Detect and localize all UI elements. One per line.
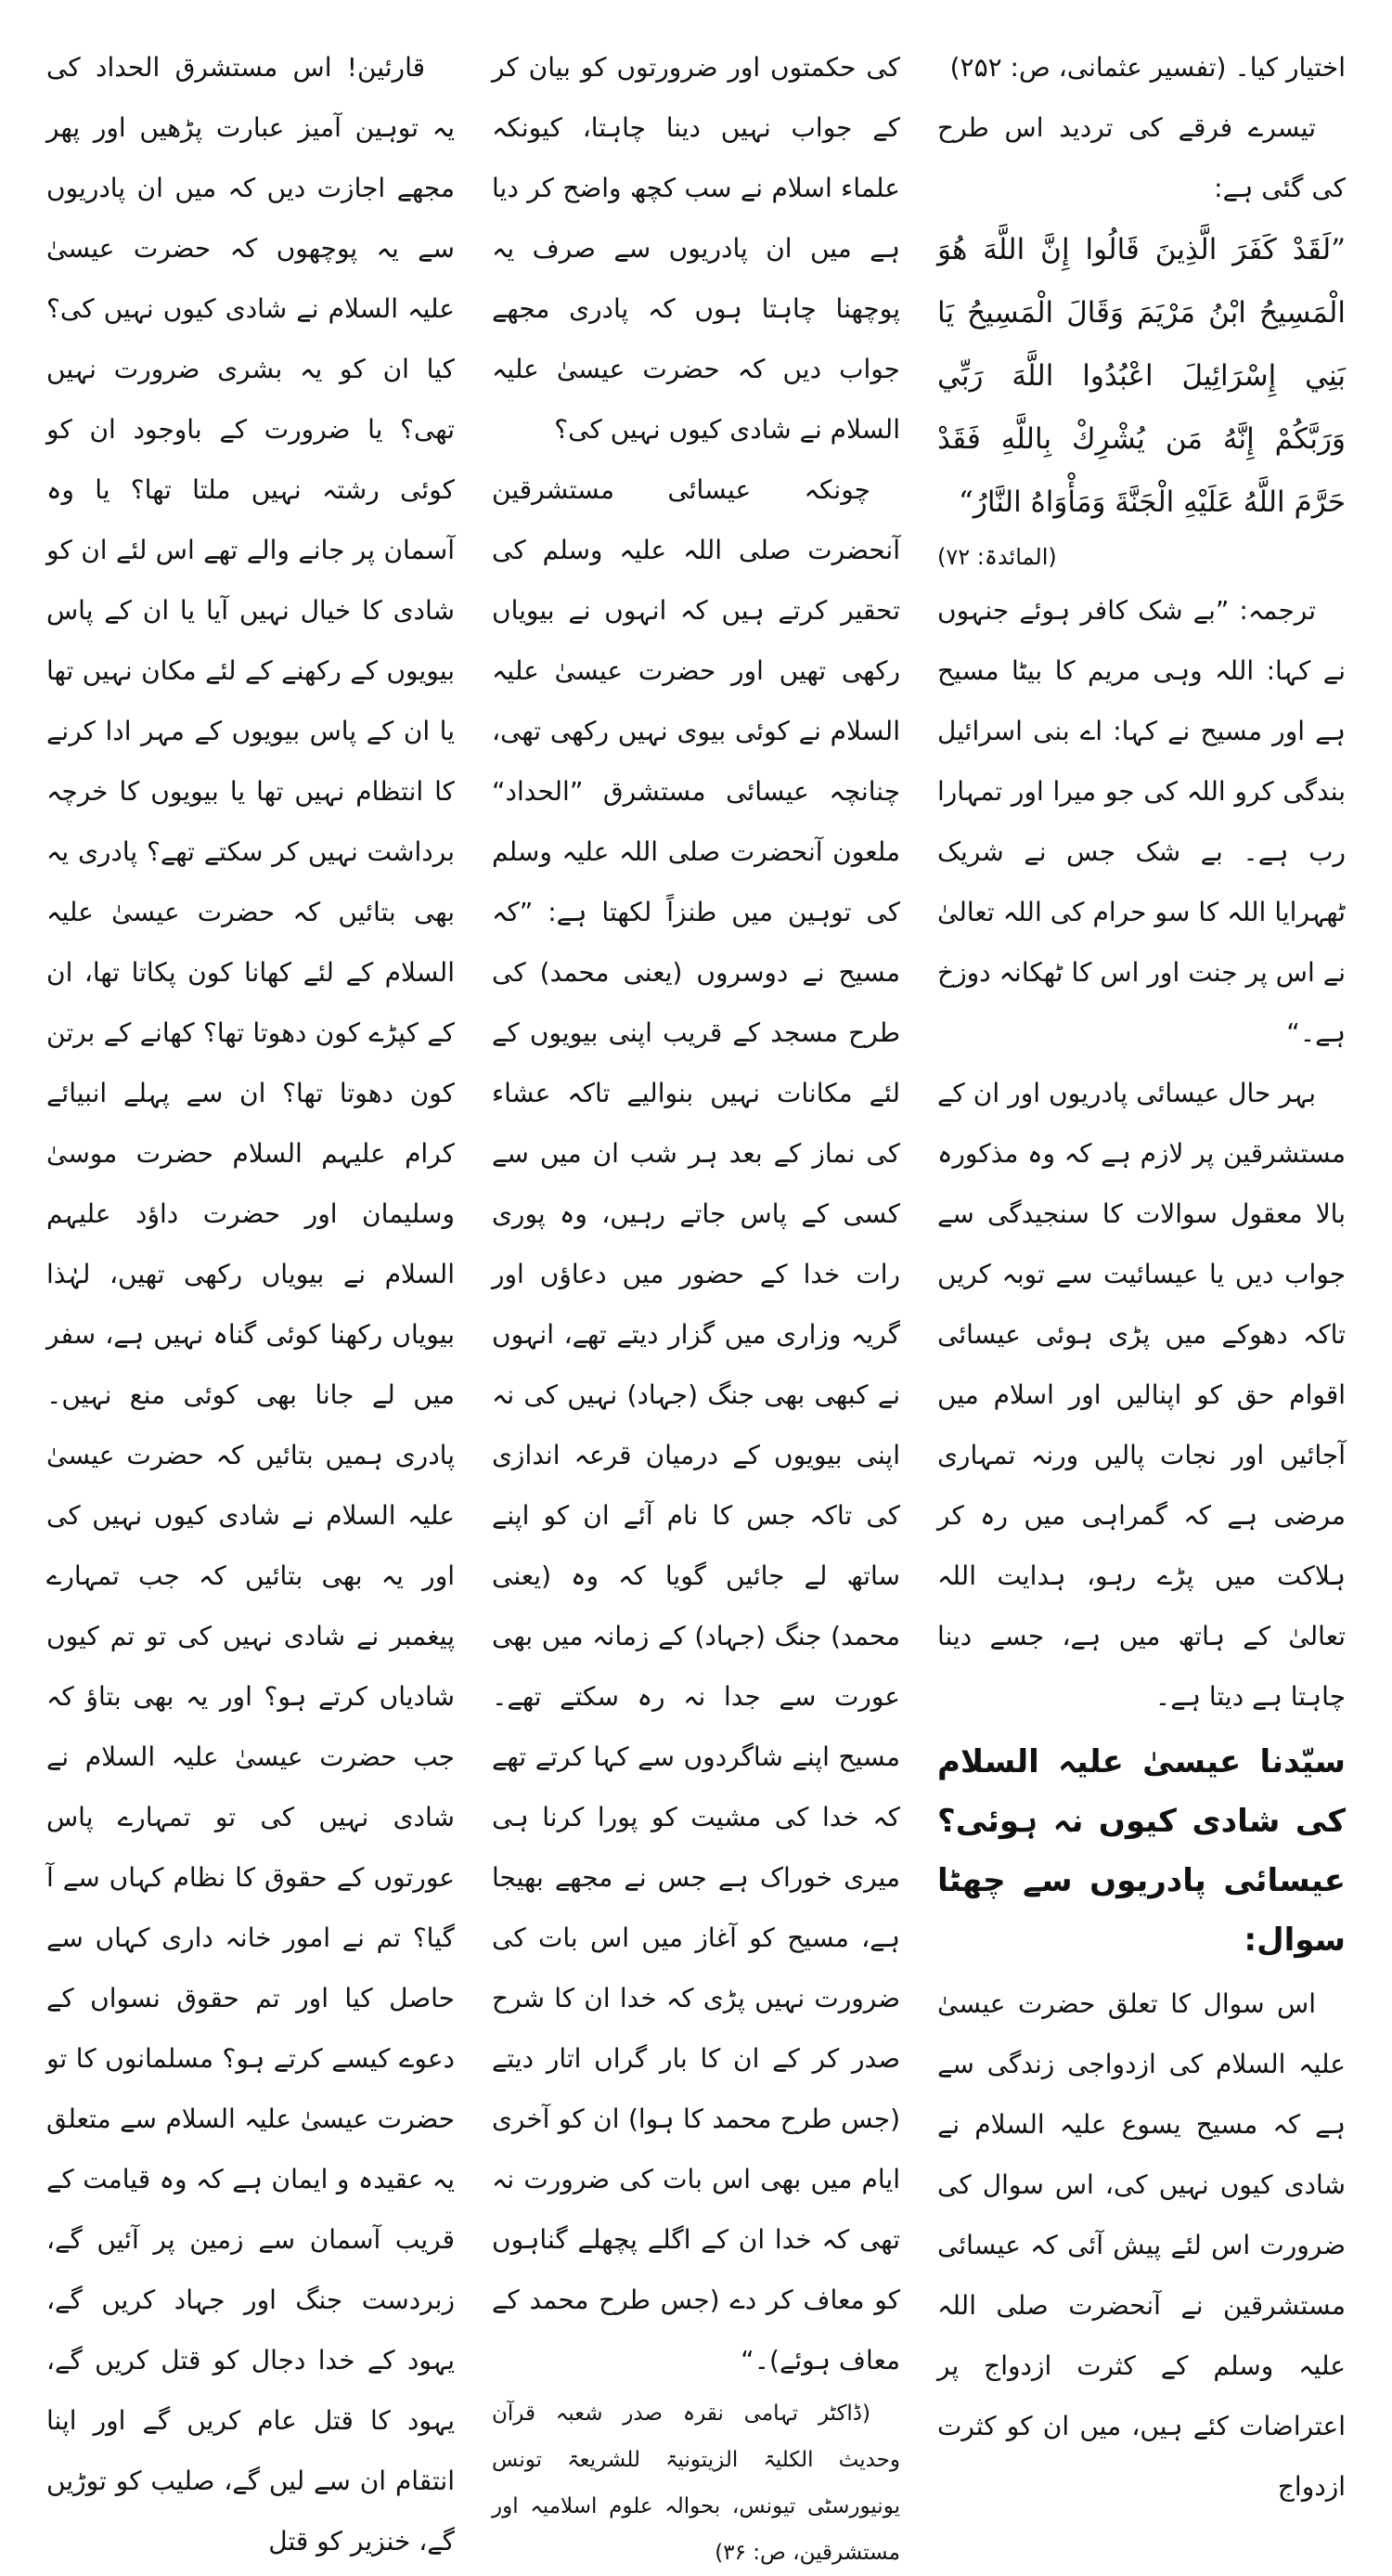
translation: ترجمہ: ”بے شک کافر ہوئے جنہوں نے کہا: اللہ وہی مریم کا بیٹا مسیح ہے اور مسیح نے کہا: اے بنی اسرائیل بندگی کرو اللہ کی جو میرا اور تمہارا رب ہے۔ بے شک جس نے شریک ٹھہرایا اللہ کا سو حرام کی اللہ تعالیٰ نے اس پر جنت اور اس کا ٹھکانہ دوزخ ہے۔“ (937, 595, 1346, 1048)
paragraph: کی حکمتوں اور ضرورتوں کو بیان کر کے جواب نہیں دینا چاہتا، کیونکہ علماء اسلام نے سب کچھ واضح کر دیا ہے میں ان پادریوں سے صرف یہ پوچھنا چاہتا ہوں کہ پادری مجھے جواب دیں کہ حضرت عیسیٰ علیہ السلام نے شادی کیوں نہیں کی؟ (492, 52, 900, 445)
paragraph: قارئین! اس مستشرق الحداد کی یہ توہین آمیز عبارت پڑھیں اور پھر مجھے اجازت دیں کہ میں ان پادریوں سے یہ پوچھوں کہ حضرت عیسیٰ علیہ السلام نے شادی کیوں نہیں کی؟ کیا ان کو یہ بشری ضرورت نہیں تھی؟ یا ضرورت کے باوجود ان کو کوئی رشتہ نہیں ملتا تھا؟ یا وہ آسمان پر جانے والے تھے اس لئے ان کو شادی کا خیال نہیں آیا یا ان کے پاس بیویوں کے رکھنے کے لئے مکان نہیں تھا یا ان کے پاس بیویوں کے مہر ادا کرنے کا انتظام نہیں تھا یا بیویوں کا خرچہ برداشت نہیں کر سکتے تھے؟ پادری یہ بھی بتائیں کہ حضرت عیسیٰ علیہ السلام کے لئے کھانا کون پکاتا تھا، ان کے کپڑے کون دھوتا تھا؟ کھانے کے برتن کون دھوتا تھا؟ ان سے پہلے انبیائے کرام علیہم السلام حضرت موسیٰ وسلیمان اور حضرت داؤد علیہم السلام نے بیویاں رکھی تھیں، لہٰذا بیویاں رکھنا کوئی گناہ نہیں ہے، سفر میں لے جانا بھی کوئی منع نہیں۔ پادری ہمیں بتائیں کہ حضرت عیسیٰ علیہ السلام نے شادی کیوں نہیں کی اور یہ بھی بتائیں کہ جب تمہارے پیغمبر نے شادی نہیں کی تو تم کیوں شادیاں کرتے ہو؟ اور یہ بھی بتاؤ کہ جب حضرت عیسیٰ علیہ السلام نے شادی نہیں کی تو تمہارے پاس عورتوں کے حقوق کا نظام کہاں سے آ گیا؟ تم نے امور خانہ داری کہاں سے حاصل کیا اور تم حقوق نسواں کے دعوے کیسے کرتے ہو؟ مسلمانوں کا تو حضرت عیسیٰ علیہ السلام سے متعلق یہ عقیدہ و ایمان ہے کہ وہ قیامت کے قریب آسمان سے زمین پر آئیں گے، زبردست جنگ اور جہاد کریں گے، یہود کے خدا دجال کو قتل کریں گے، یہود کا قتل عام کریں گے اور اپنا انتقام ان سے لیں گے، صلیب کو توڑیں گے، خنزیر کو قتل (46, 52, 455, 2557)
verse-reference: (المائدۃ: ۷۲) (937, 544, 1057, 570)
paragraph: بہر حال عیسائی پادریوں اور ان کے مستشرقین پر لازم ہے کہ وہ مذکورہ بالا معقول سوالات کا سنجیدگی سے جواب دیں یا عیسائیت سے توبہ کریں تاکہ دھوکے میں پڑی ہوئی عیسائی اقوام حق کو اپنالیں اور اسلام میں آجائیں اور نجات پالیں ورنہ تمہاری مرضی ہے کہ گمراہی میں رہ کر ہلاکت میں پڑے رہو، ہدایت اللہ تعالیٰ کے ہاتھ میں ہے، جسے دینا چاہتا ہے دیتا ہے۔ (937, 1078, 1346, 1712)
text-columns (46, 37, 1346, 2565)
footnote: (ڈاکٹر تہامی نقرہ صدر شعبہ قرآن وحدیث الکلیۃ الزیتونیۃ للشریعۃ تونس یونیورسٹی تیونس، بحوالہ علوم اسلامیہ اور مستشرقین، ص: ۳۶) (492, 2401, 900, 2565)
paragraph: اختیار کیا۔ (تفسیر عثمانی، ص: ۲۵۲) (949, 52, 1346, 83)
paragraph: چونکہ عیسائی مستشرقین آنحضرت صلی اللہ علیہ وسلم کی تحقیر کرتے ہیں کہ انہوں نے بیویاں رکھی تھیں اور حضرت عیسیٰ علیہ السلام نے کوئی بیوی نہیں رکھی تھی، چنانچہ عیسائی مستشرق ”الحداد“ ملعون آنحضرت صلی اللہ علیہ وسلم کی توہین میں طنزاً لکھتا ہے: ”کہ مسیح نے دوسروں (یعنی محمد) کی طرح مسجد کے قریب اپنی بیویوں کے لئے مکانات نہیں بنوالیے تاکہ عشاء کی نماز کے بعد ہر شب ان میں سے کسی کے پاس جاتے رہیں، وہ پوری رات خدا کے حضور میں دعاؤں اور گریہ وزاری میں گزار دیتے تھے، انہوں نے کبھی بھی جنگ (جہاد) نہیں کی نہ اپنی بیویوں کے درمیان قرعہ اندازی کی تاکہ جس کا نام آئے ان کو اپنے ساتھ لے جائیں گویا کہ وہ (یعنی محمد) جنگ (جہاد) کے زمانہ میں بھی عورت سے جدا نہ رہ سکتے تھے۔ مسیح اپنے شاگردوں سے کہا کرتے تھے کہ خدا کی مشیت کو پورا کرنا ہی میری خوراک ہے جس نے مجھے بھیجا ہے، مسیح کو آغاز میں اس بات کی ضرورت نہیں پڑی کہ خدا ان کا شرح صدر کر کے ان کا بار گراں اتار دیتے (جس طرح محمد کا ہوا) ان کو آخری ایام میں بھی اس بات کی ضرورت نہ تھی کہ خدا ان کے اگلے پچھلے گناہوں کو معاف کر دے (جس طرح محمد کے معاف ہوئے)۔“ (492, 474, 900, 2375)
section-heading: سیّدنا عیسیٰ علیہ السلام کی شادی کیوں نہ ہوئی؟ عیسائی پادریوں سے چھٹا سوال: (937, 1743, 1346, 1959)
column-right (937, 37, 1346, 2502)
quran-verse: ”لَقَدْ كَفَرَ الَّذِينَ قَالُوا إِنَّ اللَّهَ هُوَ الْمَسِيحُ ابْنُ مَرْيَمَ وَقَالَ الْمَسِيحُ يَا بَنِي إِسْرَائِيلَ اعْبُدُوا اللَّهَ رَبِّي وَرَبَّكُمْ إِنَّهُ مَن يُشْرِكْ بِاللَّهِ فَقَدْ حَرَّمَ اللَّهُ عَلَيْهِ الْجَنَّةَ وَمَأْوَاهُ النَّارُ“ (937, 233, 1346, 519)
column-middle (492, 37, 900, 2565)
column-left (46, 37, 455, 2557)
paragraph: تیسرے فرقے کی تردید اس طرح کی گئی ہے: (937, 112, 1346, 203)
paragraph: اس سوال کا تعلق حضرت عیسیٰ علیہ السلام کی ازدواجی زندگی سے ہے کہ مسیح یسوع علیہ السلام نے شادی کیوں نہیں کی، اس سوال کی ضرورت اس لئے پیش آئی کہ عیسائی مستشرقین نے آنحضرت صلی اللہ علیہ وسلم کے کثرت ازدواج پر اعتراضات کئے ہیں، میں ان کو کثرت ازدواج (937, 1988, 1346, 2502)
